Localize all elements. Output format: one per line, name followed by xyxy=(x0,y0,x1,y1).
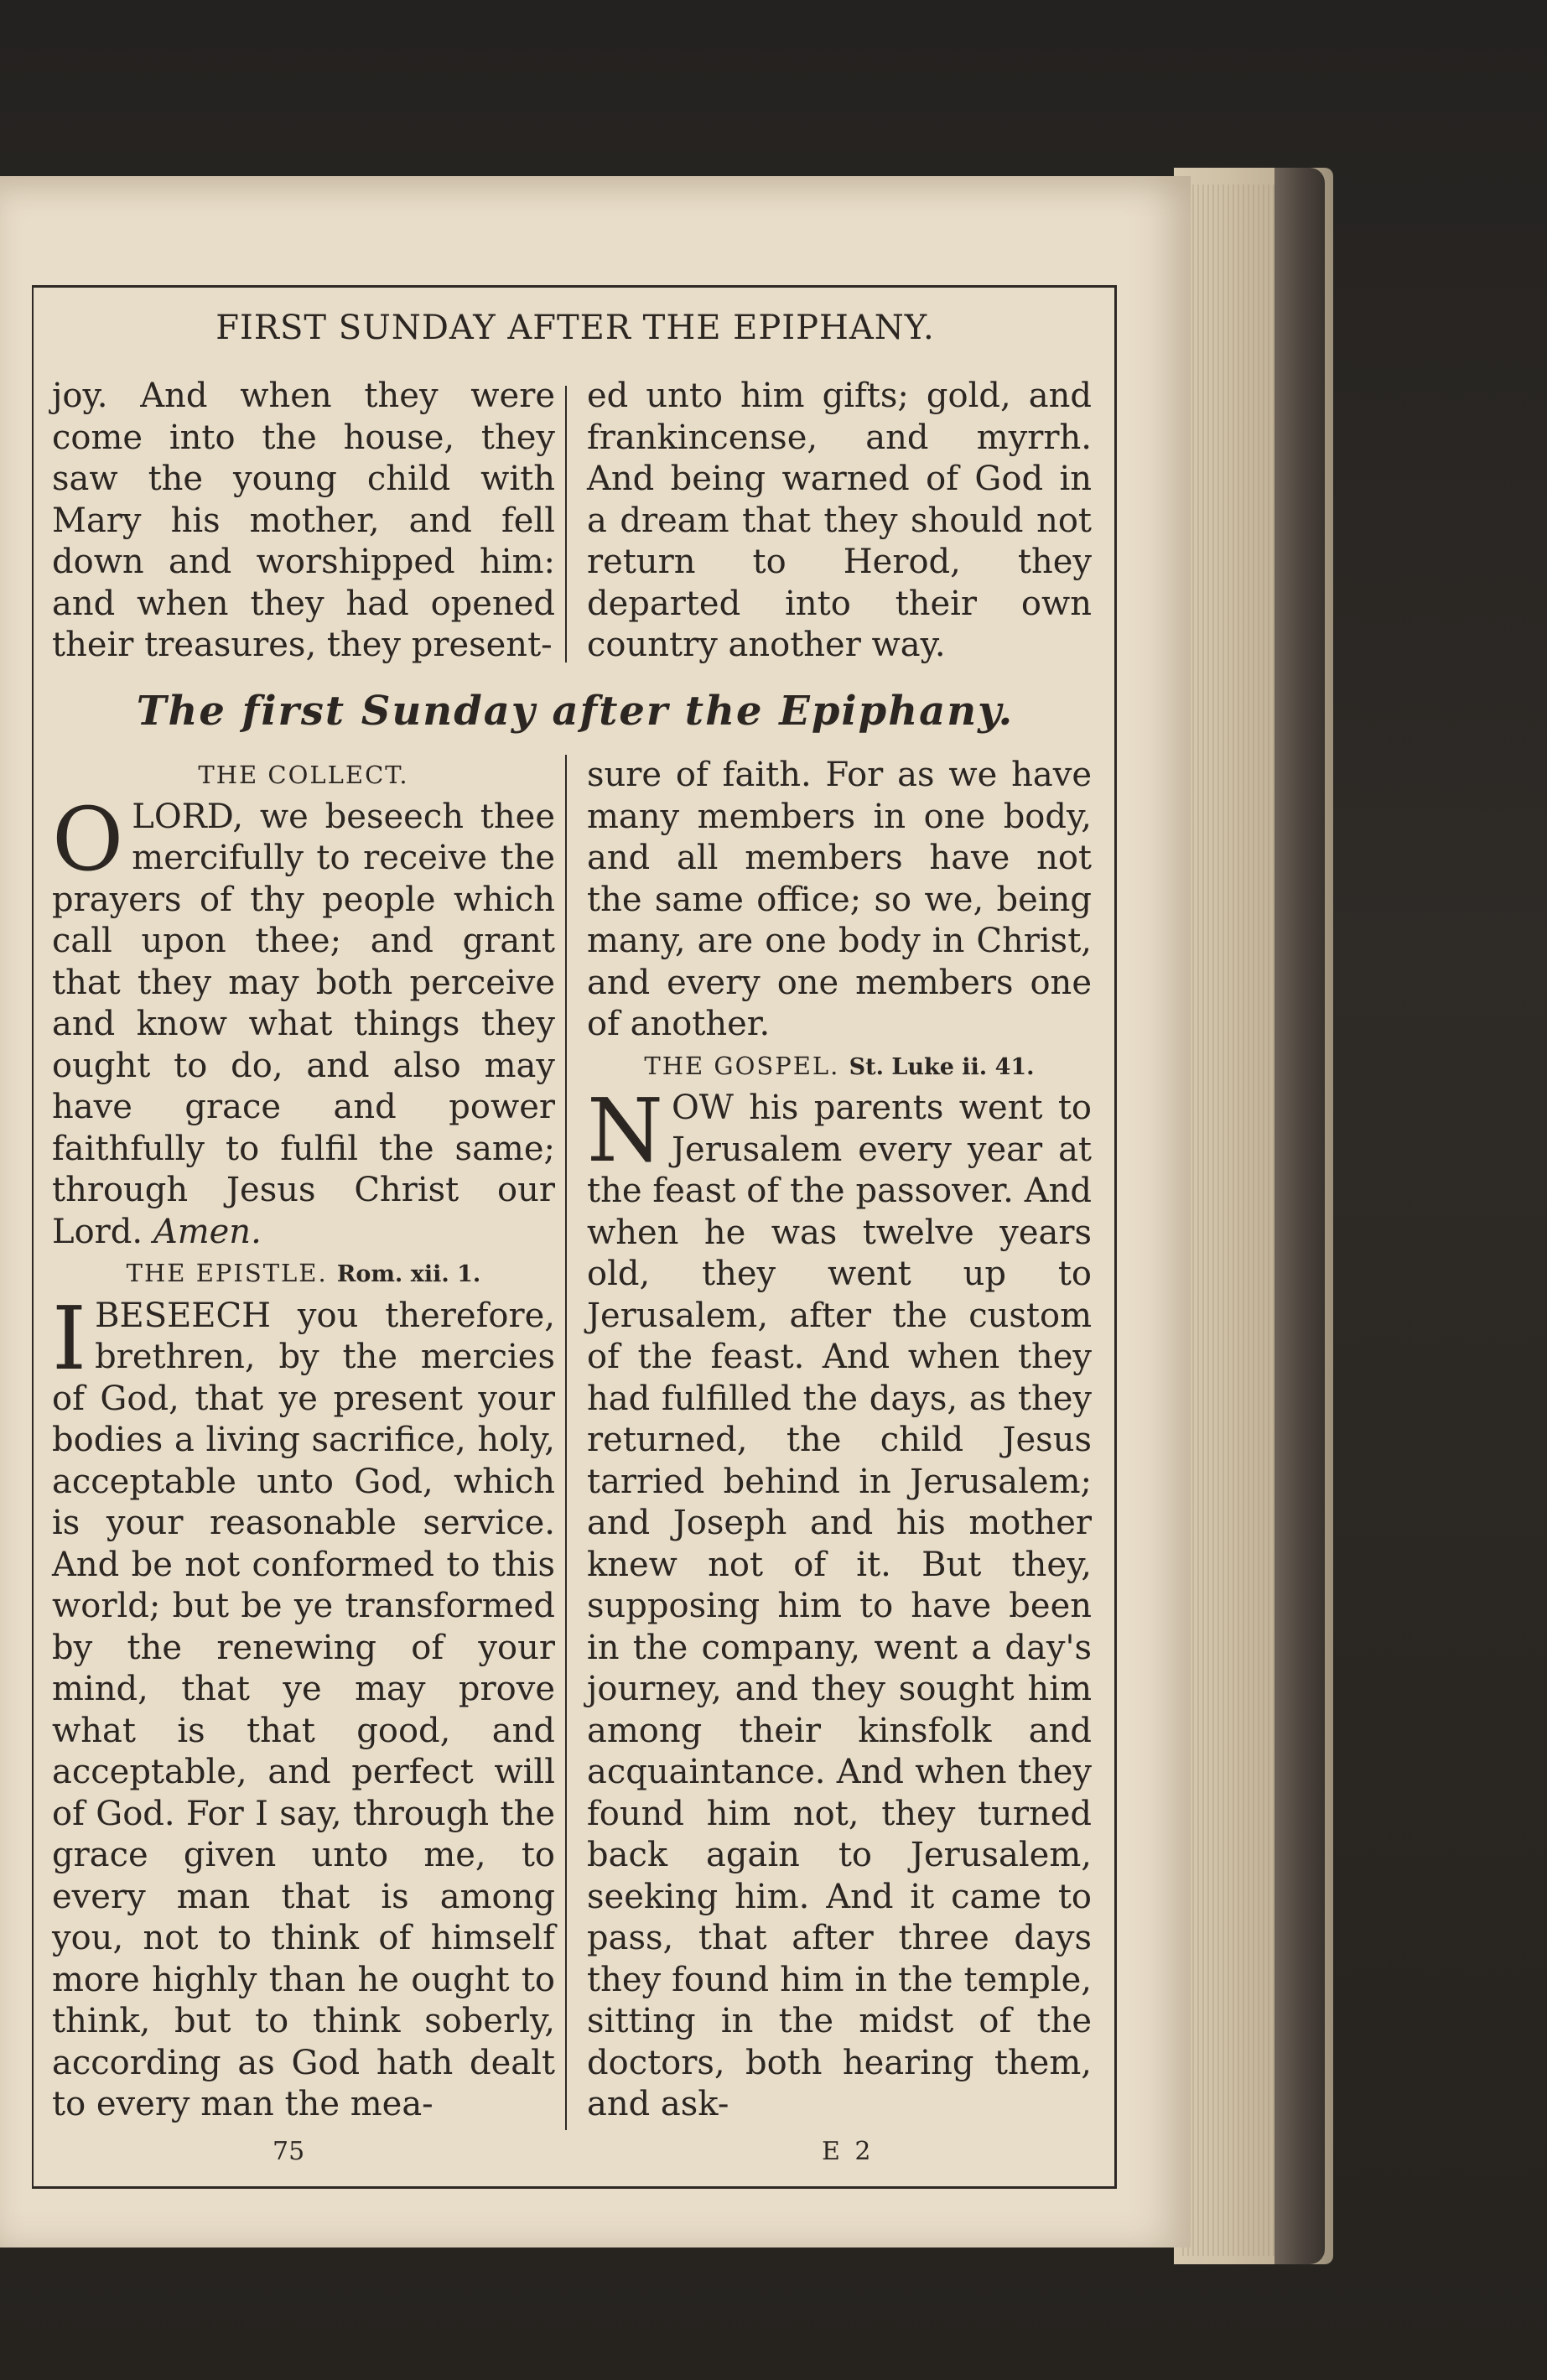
signature-mark: E 2 xyxy=(822,2137,875,2166)
gospel-reference: St. Luke ii. 41. xyxy=(849,1053,1035,1080)
collect-amen: Amen. xyxy=(153,1212,262,1251)
epistle-heading: THE EPISTLE. xyxy=(126,1259,328,1287)
gospel-heading: THE GOSPEL. xyxy=(644,1051,840,1080)
book-spine xyxy=(1274,168,1325,2264)
gospel-drop-cap: N xyxy=(587,1079,663,1182)
frame-left-rule xyxy=(32,285,34,2189)
collect-drop-cap: O xyxy=(52,787,124,891)
gospel-heading-line xyxy=(587,1046,1092,1089)
left-column xyxy=(52,755,555,2126)
gospel-paragraph xyxy=(587,1079,1092,2126)
collect-paragraph xyxy=(52,787,555,1254)
collect-text: LORD, we beseech thee mercifully to receive the prayers of thy people which call upon thee; and grant that they may both perceive and know what things they ought to do, and also may have grace and power faithfully to fulfil the same; through Jesus Christ our Lord. xyxy=(52,797,555,1251)
epistle-text: BESEECH you therefore, brethren, by the mercies of God, that ye present your bodies a living sacrifice, holy, acceptable unto God, which is your reasonable service. And be not conformed to this world; but be ye transformed by the renewing of your mind, that ye may prove what is that good, and acceptable, and perfect will of God. For I say, through the grace given unto me, to every man that is among you, not to think of himself more highly than he ought to think, but to think soberly, according as God hath dealt to every man the mea- xyxy=(52,1296,555,2123)
epistle-continuation: sure of faith. For as we have many members in one body, and all members have not the same office; so we, being many, are one body in Christ, and every one members one of another. xyxy=(587,756,1092,1043)
blackletter-title: The first Sunday after the Epiphany. xyxy=(136,688,1015,735)
epistle-drop-cap: I xyxy=(52,1286,87,1390)
top-left-text: joy. And when they were come into the house, they saw the young child with Mary his mother, and fell down and worshipped him: and when they had opened their treasures, they present- xyxy=(52,377,555,664)
collect-heading: THE COLLECT. xyxy=(198,761,409,789)
running-head: FIRST SUNDAY AFTER THE EPIPHANY. xyxy=(215,309,935,347)
frame-bottom-rule xyxy=(34,2186,1117,2189)
page-number: 75 xyxy=(273,2137,305,2166)
frame-top-rule xyxy=(34,285,1117,288)
epistle-paragraph xyxy=(52,1286,555,2126)
frame-right-rule xyxy=(1114,285,1117,2189)
right-column xyxy=(587,755,1092,2126)
epistle-reference: Rom. xii. 1. xyxy=(336,1261,481,1287)
top-right-text: ed unto him gifts; gold, and frankincense, and myrrh. And being warned of God in a dream that they should not return to Herod, they departed into their own country another way. xyxy=(587,377,1092,664)
epistle-heading-line xyxy=(52,1253,555,1296)
top-right-column xyxy=(587,376,1092,667)
gospel-text: OW his parents went to Jerusalem every year at the feast of the passover. And when he was twelve years old, they went up to Jerusalem, after the custom of the feast. And when they had fulfilled the days, as they returned, the child Jesus tarried behind in Jerusalem; and Joseph and his mother knew not of it. But they, supposing him to have been in the company, went a day's journey, and they sought him among their kinsfolk and acquaintance. And when they found him not, they turned back again to Jerusalem, seeking him. And it came to pass, that after three days they found him in the temple, sitting in the midst of the doctors, both hearing them, and ask- xyxy=(587,1089,1092,2123)
top-left-column xyxy=(52,376,555,667)
column-divider-top xyxy=(565,386,567,663)
column-divider-main xyxy=(565,755,567,2130)
